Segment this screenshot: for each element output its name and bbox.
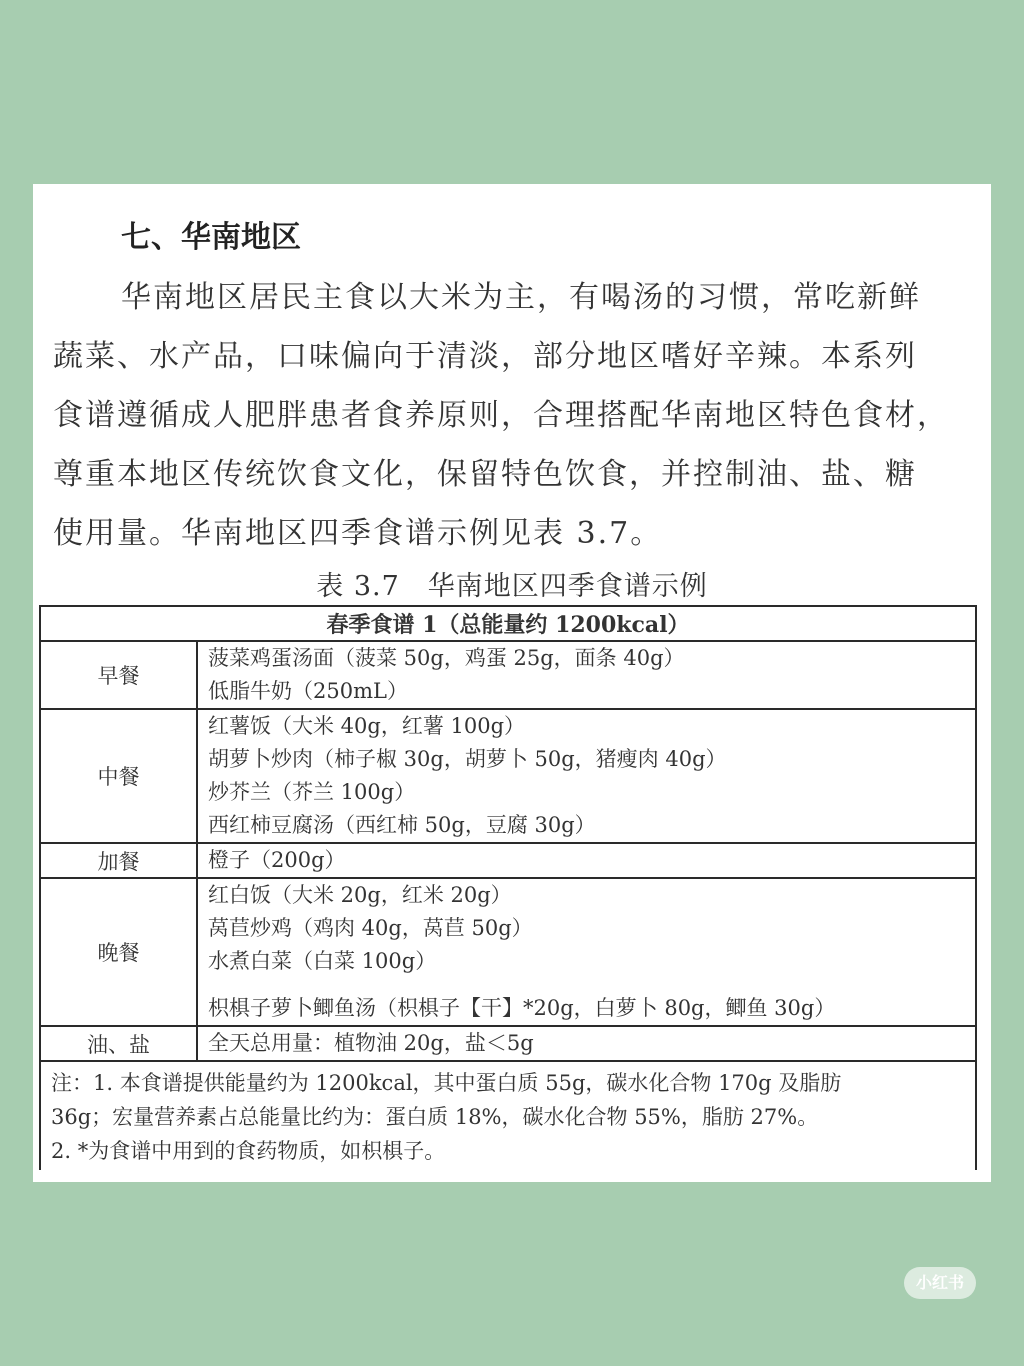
paragraph-line: 使用量。华南地区四季食谱示例见表 3.7。 [53,516,663,551]
watermark-badge: 小红书 [904,1267,976,1299]
table-notes [40,1061,976,1170]
food-item: 橙子（200g） [208,848,346,872]
paragraph-line: 华南地区居民主食以大米为主，有喝汤的习惯，常吃新鲜 [121,280,921,315]
paragraph-line: 尊重本地区传统饮食文化，保留特色饮食，并控制油、盐、糖 [53,457,917,492]
meal-label: 油、盐 [40,1026,197,1061]
table-caption: 表 3.7 华南地区四季食谱示例 [316,571,708,602]
food-item: 红白饭（大米 20g，红米 20g） [208,883,512,907]
table-row [40,843,976,878]
meal-items [197,1026,976,1061]
meal-items [197,843,976,878]
meal-label: 中餐 [40,709,197,843]
table-notes-row [40,1061,976,1170]
food-item: 全天总用量：植物油 20g，盐＜5g [208,1031,534,1055]
note-line: 2. *为食谱中用到的食药物质，如枳椇子。 [51,1139,446,1163]
meal-label: 加餐 [40,843,197,878]
meal-items [197,878,976,1026]
table-title: 春季食谱 1（总能量约 1200kcal） [40,606,976,641]
food-item: 低脂牛奶（250mL） [208,679,408,703]
food-item: 西红柿豆腐汤（西红柿 50g，豆腐 30g） [208,813,596,837]
food-item: 炒芥兰（芥兰 100g） [208,780,416,804]
food-item: 菠菜鸡蛋汤面（菠菜 50g，鸡蛋 25g，面条 40g） [208,646,685,670]
note-line: 36g；宏量营养素占总能量比约为：蛋白质 18%，碳水化合物 55%，脂肪 27%。 [51,1105,819,1129]
food-item: 枳椇子萝卜鲫鱼汤（枳椇子【干】*20g，白萝卜 80g，鲫鱼 30g） [208,996,836,1020]
food-item: 水煮白菜（白菜 100g） [208,949,437,973]
meal-items [197,709,976,843]
table-row [40,641,976,709]
table-row [40,878,976,1026]
paragraph-line: 蔬菜、水产品，口味偏向于清淡，部分地区嗜好辛辣。本系列 [53,339,917,374]
document-page [33,184,991,1182]
section-heading: 七、华南地区 [121,220,301,255]
food-item: 红薯饭（大米 40g，红薯 100g） [208,714,526,738]
note-line: 注：1. 本食谱提供能量约为 1200kcal，其中蛋白质 55g，碳水化合物 170g 及脂肪 [51,1071,842,1095]
meal-label: 早餐 [40,641,197,709]
paragraph-line: 食谱遵循成人肥胖患者食养原则，合理搭配华南地区特色食材， [53,398,949,433]
intro-paragraph [53,268,965,563]
meal-items [197,641,976,709]
table-row [40,1026,976,1061]
meal-label: 晚餐 [40,878,197,1026]
table-row [40,709,976,843]
menu-table [39,605,977,1170]
food-item: 莴苣炒鸡（鸡肉 40g，莴苣 50g） [208,916,533,940]
row-spacer [208,978,975,992]
food-item: 胡萝卜炒肉（柿子椒 30g，胡萝卜 50g，猪瘦肉 40g） [208,747,727,771]
table-title-row [40,606,976,641]
